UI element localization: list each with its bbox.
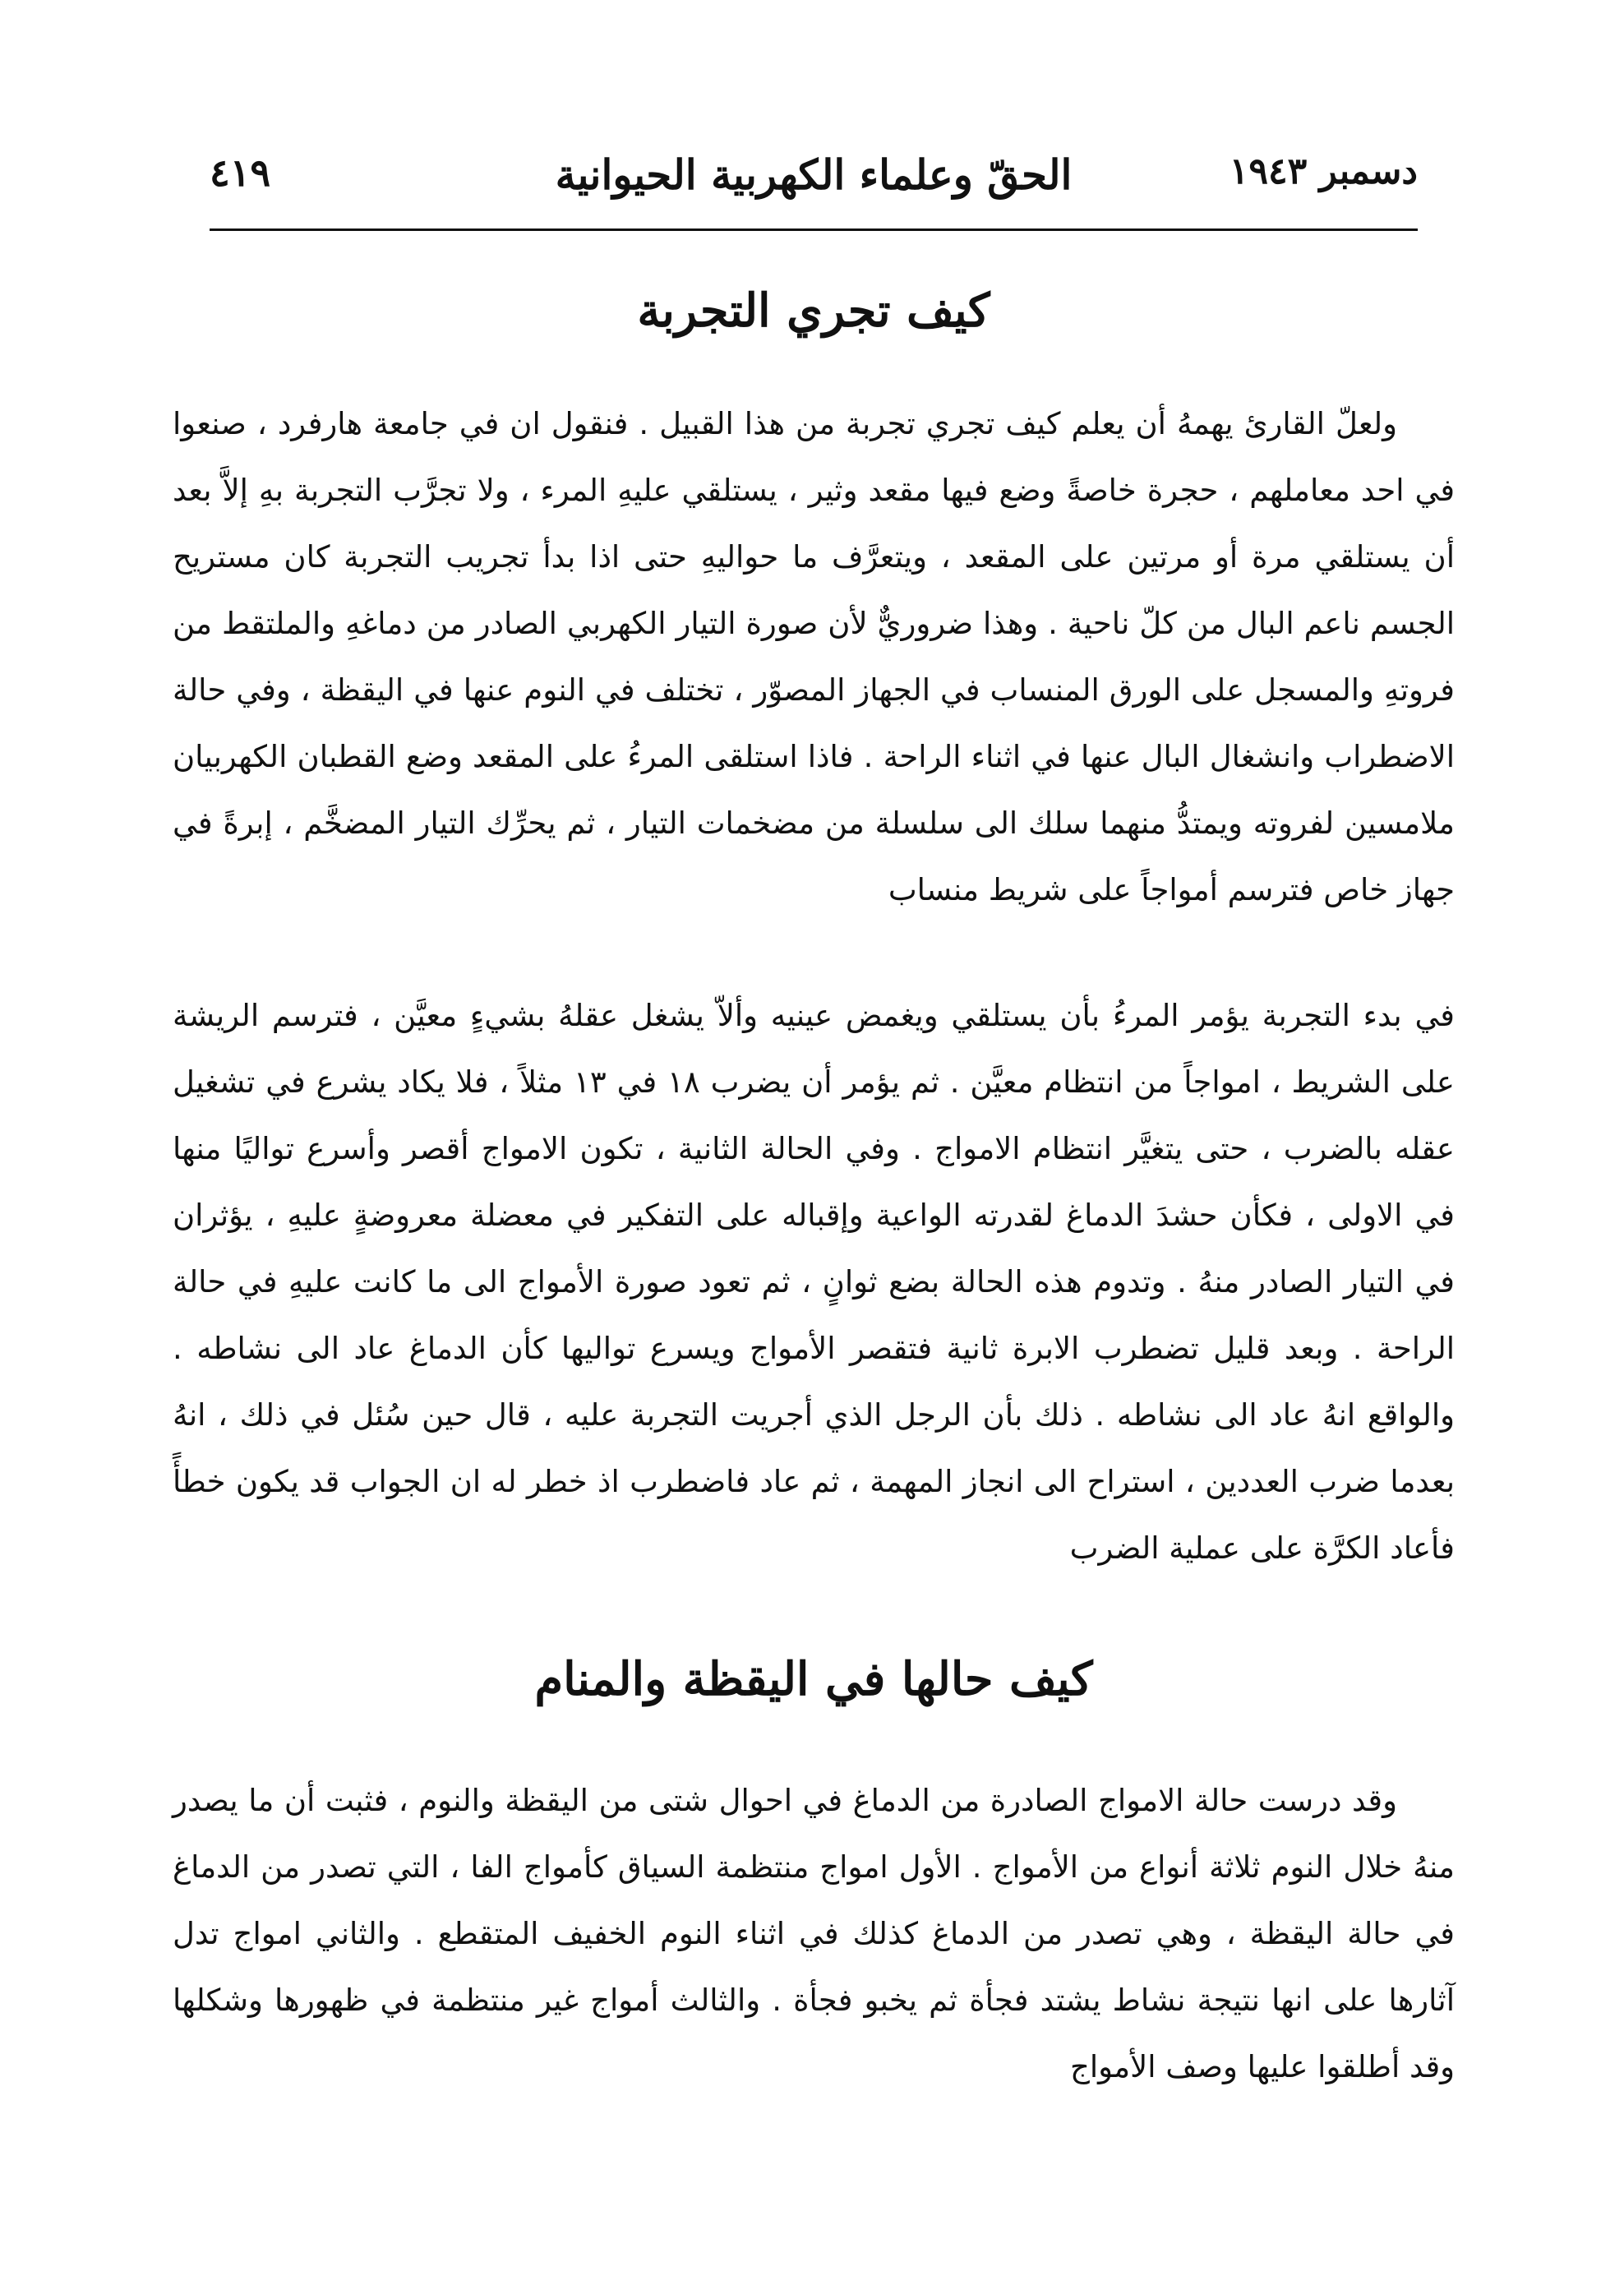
section-heading: كيف تجري التجربة bbox=[637, 284, 990, 338]
paragraph: في بدء التجربة يؤمر المرءُ بأن يستلقي ويغمض عينيه وألاّ يشغل عقلهُ بشيءٍ معيَّن ، فترسم الريشة على الشريط ، امواجاً من انتظام معيَّن . ثم يؤمر أن يضرب ١٨ في ١٣ مثلاً ، فلا يكاد يشرع في تشغيل عقله بالضرب ، حتى يتغيَّر انتظام الامواج . وفي الحالة الثانية ، تكون الامواج أقصر وأسرع تواليًا منها في الاولى ، فكأن حشدَ الدماغ لقدرته الواعية وإقباله على التفكير في معضلة معروضةٍ عليهِ ، يؤثران في التيار الصادر منهُ . وتدوم هذه الحالة بضع ثوانٍ ، ثم تعود صورة الأمواج الى ما كانت عليهِ في حالة الراحة . وبعد قليل تضطرب الابرة ثانية فتقصر الأمواج ويسرع تواليها كأن الدماغ عاد الى نشاطه . والواقع انهُ عاد الى نشاطه . ذلك بأن الرجل الذي أجريت التجربة عليه ، قال حين سُئل في ذلك ، انهُ بعدما ضرب العددين ، استراح الى انجاز المهمة ، ثم عاد فاضطرب اذ خطر له ان الجواب قد يكون خطأً فأعاد الكرَّة على عملية الضرب bbox=[173, 998, 1455, 1566]
section-body bbox=[173, 1767, 1455, 2100]
header-rule bbox=[210, 228, 1418, 231]
section-body bbox=[173, 982, 1455, 1581]
header-date: دسمبر ١٩٤٣ bbox=[1229, 150, 1418, 192]
paragraph: ولعلّ القارئ يهمهُ أن يعلم كيف تجري تجربة من هذا القبيل . فنقول ان في جامعة هارفرد ، صنعوا في احد معاملهم ، حجرة خاصةً وضع فيها مقعد وثير ، يستلقي عليهِ المرء ، ولا تجرَّب التجربة بهِ إلاَّ بعد أن يستلقي مرة أو مرتين على المقعد ، ويتعرَّف ما حواليهِ حتى اذا بدأ تجريب التجربة كان مستريح الجسم ناعم البال من كلّ ناحية . وهذا ضروريٌّ لأن صورة التيار الكهربي الصادر من دماغهِ والملتقط من فروتهِ والمسجل على الورق المنساب في الجهاز المصوّر ، تختلف في النوم عنها في اليقظة ، وفي حالة الاضطراب وانشغال البال عنها في اثناء الراحة . فاذا استلقى المرءُ على المقعد وضع القطبان الكهربيان ملامسين لفروته ويمتدُّ منهما سلك الى سلسلة من مضخمات التيار ، ثم يحرِّك التيار المضخَّم ، إبرةً في جهاز خاص فترسم أمواجاً على شريط منساب bbox=[173, 406, 1455, 907]
header-title: الحقّ وعلماء الكهربية الحيوانية bbox=[555, 150, 1073, 199]
section-body bbox=[173, 390, 1455, 923]
section-heading: كيف حالها في اليقظة والمنام bbox=[534, 1652, 1093, 1706]
paragraph: وقد درست حالة الامواج الصادرة من الدماغ في احوال شتى من اليقظة والنوم ، فثبت أن ما يصدر منهُ خلال النوم ثلاثة أنواع من الأمواج . الأول امواج منتظمة السياق كأمواج الفا ، التي تصدر من الدماغ في حالة اليقظة ، وهي تصدر من الدماغ كذلك في اثناء النوم الخفيف المتقطع . والثاني امواج تدل آثارها على انها نتيجة نشاط يشتد فجأة ثم يخبو فجأة . والثالث أمواج غير منتظمة في ظهورها وشكلها وقد أطلقوا عليها وصف الأمواج bbox=[173, 1783, 1455, 2084]
running-header bbox=[210, 136, 1418, 210]
page-number: ٤١٩ bbox=[210, 150, 271, 195]
